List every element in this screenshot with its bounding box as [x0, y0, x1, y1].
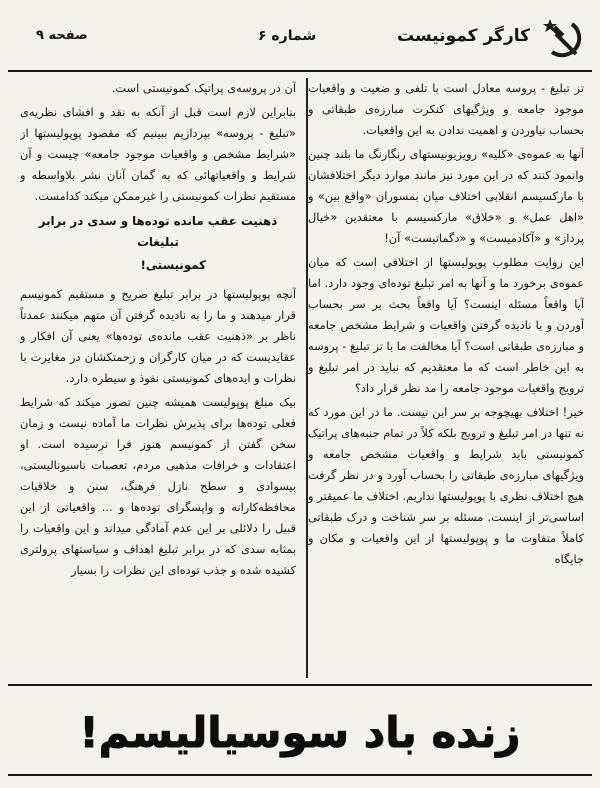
- hammer-sickle-star-emblem-icon: [540, 16, 586, 62]
- left-column: [20, 78, 296, 678]
- column-divider: [306, 78, 308, 678]
- masthead: [8, 8, 592, 72]
- section-subheading-continued: کمونیستی!: [140, 258, 206, 272]
- paragraph: بنابراین لازم است قبل از آنکه به نقد و افشای نظریه‌ی «تبلیغ - پروسه» بپردازیم ببینیم که مقصود پوپولیستها از «شرایط مشخص و واقعیات موجود جامعه» چیست و آن شرایط و واقعیاتهائی که به گمان آنان نشر بلاواسطه و مستقیم نظرات کمونیستی را غیرممکن میکند کدامست.: [20, 105, 296, 203]
- paragraph: آنچه پوپولیستها در برابر تبلیغ صریح و مستقیم کمونیسم قرار میدهند و ما را به نادیده گرفتن آن متهم میکنند عمدتاً ناظر بر «ذهنیت عقب مانده‌ی توده‌ها» یعنی آن افکار و عقایدیست که در میان کارگران و زحمتکشان در مغایرت با نظرات و ایده‌های کمونیستی نفوذ و سیطره دارد.: [20, 287, 296, 385]
- issue-number: شماره ۶: [258, 28, 317, 44]
- newspaper-page: [8, 8, 592, 780]
- paragraph: بیک مبلغ پوپولیست همیشه چنین تصور میکند که شرایط فعلی توده‌ها برای پذیرش نظرات ما آماده نیست و زمان سخن گفتن از کمونیسم هنوز فرا نرسیده است. او اعتقادات و خرافات مذهبی مردم، تعصبات ناسیونالیستی، بیسوادی و سطح نازل فرهنگ، سنن و خلاقیات محافظه‌کارانه و واپسگرای توده‌ها و ... واقعیاتی از این قبیل را دلائلی بر این عدم آمادگی میداند و این واقعیات را بمثابه سدی که در برابر تبلیغ اهداف و سیاستهای پرولتری کشیده شده و جذب توده‌ای این نظرات را بسیار: [20, 395, 296, 577]
- paragraph: آنها به عموه‌ی «کلیه» رویزیونیستهای رنگارنگ ما بلند چنین وانمود کنند که در این مورد نیز مانند موارد دیگر اختلافشان با مارکسیسم انقلابی اختلاف میان بمسوران «واقع بین» و «اهل عمل» و «خلاق» مارکسیسم با معتقدین «خیال پرداز» و «آکادمیست» و «دگماتیست» آن!: [308, 147, 584, 245]
- banner-top-rule: [8, 684, 592, 686]
- paragraph: تز تبلیغ - پروسه معادل است با تلفی و ضعیت و واقعیات موجود جامعه و ویژگیهای کنکرت مبارزه‌ی طبقاتی و بحساب نیاوردن و اهمیت ندادن به این واقعیات.: [308, 81, 584, 137]
- right-column: [308, 78, 584, 678]
- page-number: صفحه ۹: [36, 28, 88, 43]
- paper-name: کارگر کمونیست: [397, 26, 530, 46]
- slogan-banner: زنده باد سوسیالیسم!: [79, 708, 521, 757]
- banner-bottom-rule: [8, 774, 592, 776]
- paragraph: خیر! اختلاف بهیچوجه بر سر این نیست. ما در این مورد که نه تنها در امر تبلیغ و ترویج بلکه کلاً در تمام جنبه‌های پراتیک کمونیستی باید شرایط و واقعیات مشخص جامعه و ویژگیهای مبارزه‌ی طبقاتی را بحساب آورد و در نظر گرفت هیچ اختلاف نظری با پوپولیستها نداریم. اختلاف ما عمیقتر و اساسی‌تر از اینست. مسئله بر سر شناخت و درک طبقاتی کاملاً متفاوت ما و پوپولیستها از این واقعیات و مکان و جایگاه: [308, 405, 584, 566]
- paragraph: این روایت مطلوب پوپولیستها از اختلافی است که میان عموه‌ی برخورد ما و آنها به امر تبلیغ توده‌ای وجود دارد. اما آیا واقعاً مسئله اینست؟ آیا واقعاً بحث بر سر بحساب آوردن و یا نادیده گرفتن واقعیات و شرایط مشخص جامعه و مبارزه‌ی طبقاتی است؟ آیا مخالفت ما با تز تبلیغ - پروسه به این خاطر است که ما معتقدیم که نباید در امر تبلیغ و ترویج واقعیات موجود جامعه را مد نظر قرار داد؟: [308, 255, 584, 395]
- section-subheading: ذهنیت عقب مانده توده‌ها و سدی در برابر تبلیغات: [38, 214, 278, 249]
- paragraph: آن در پروسه‌ی پراتیک کمونیستی است.: [111, 81, 296, 95]
